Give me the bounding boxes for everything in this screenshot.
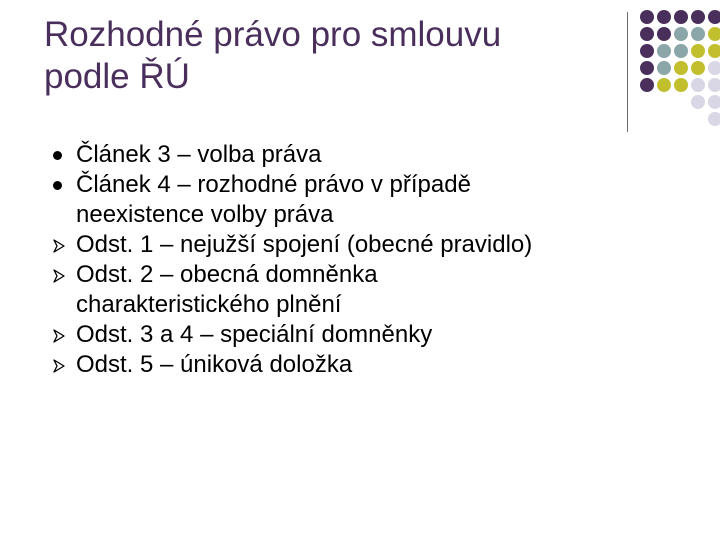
bullet-item [50,260,690,320]
decorative-dot [674,95,688,109]
decorative-dot [708,95,720,109]
decorative-dot [657,112,671,126]
decorative-dot [640,27,654,41]
slide-title-line-2: podle ŘÚ [44,57,190,96]
decorative-dot [674,27,688,41]
decorative-dot [640,95,654,109]
bullet-item [50,140,690,170]
bullet-text [76,140,690,170]
bullet-text-line: neexistence volby práva [76,201,334,228]
bullet-text-line: Odst. 1 – nejužší spojení (obecné pravidlo) [76,231,533,258]
bullet-text [76,350,690,380]
decorative-dot [691,27,705,41]
decorative-dot [708,78,720,92]
decorative-dot-grid [640,10,720,127]
decorative-dot [691,44,705,58]
divider-line [627,12,628,132]
decorative-dot [657,78,671,92]
decorative-dot [708,44,720,58]
decorative-dot [708,112,720,126]
bullet-text [76,170,690,230]
decorative-dot [640,10,654,24]
bullet-item [50,230,690,260]
bullet-item [50,170,690,230]
arrow-bullet-icon [50,320,76,350]
decorative-dot [657,61,671,75]
slide-title-line-1: Rozhodné právo pro smlouvu [44,15,502,54]
decorative-dot [691,61,705,75]
bullet-item [50,350,690,380]
bullet-text [76,260,690,320]
bullet-text-line: Článek 3 – volba práva [76,141,322,168]
bullet-text-line: charakteristického plnění [76,291,342,318]
decorative-dot [708,27,720,41]
decorative-dot [640,61,654,75]
arrow-bullet-icon [50,230,76,260]
bullet-item [50,320,690,350]
decorative-dot [657,95,671,109]
decorative-dot [691,112,705,126]
decorative-dot [640,112,654,126]
decorative-dot [640,44,654,58]
decorative-dot [657,44,671,58]
arrow-bullet-icon [50,260,76,290]
bullet-list [50,140,690,380]
arrow-bullet-icon [50,350,76,380]
bullet-text-line: Odst. 5 – úniková doložka [76,351,353,378]
decorative-dot [674,61,688,75]
bullet-text-line: Odst. 3 a 4 – speciální domněnky [76,321,433,348]
decorative-dot [691,10,705,24]
decorative-dot [657,27,671,41]
bullet-text [76,230,690,260]
decorative-dot [674,78,688,92]
decorative-dot [674,10,688,24]
decorative-dot [691,95,705,109]
decorative-dot [674,112,688,126]
round-bullet-icon [50,140,76,170]
decorative-dot [708,61,720,75]
decorative-dot [708,10,720,24]
slide-title [44,14,614,98]
decorative-dot [674,44,688,58]
bullet-text-line: Odst. 2 – obecná domněnka [76,261,378,288]
decorative-dot [640,78,654,92]
bullet-text-line: Článek 4 – rozhodné právo v případě [76,171,471,198]
round-bullet-icon [50,170,76,200]
decorative-dot [657,10,671,24]
bullet-text [76,320,690,350]
decorative-dot [691,78,705,92]
